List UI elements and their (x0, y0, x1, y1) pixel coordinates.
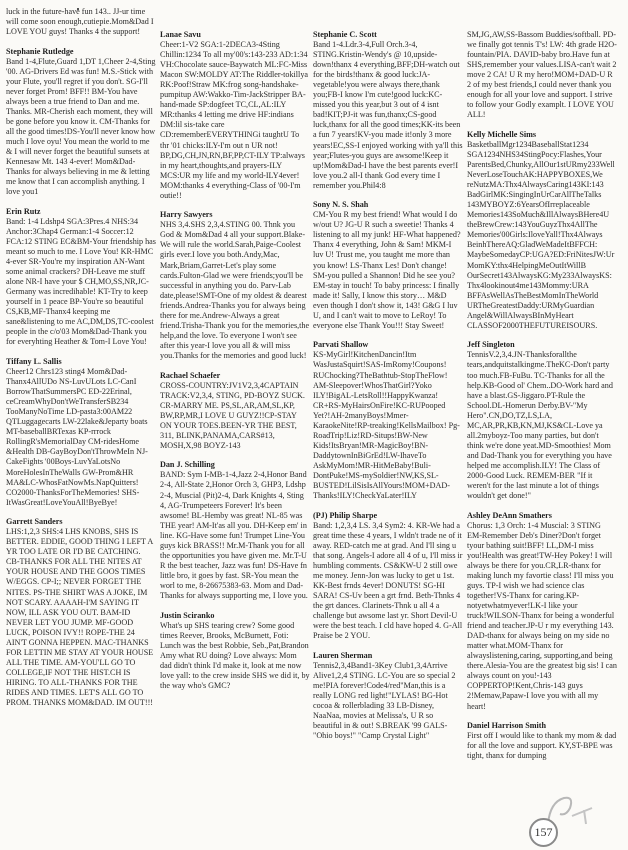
entry-text: Band: 1-4 Ldshp4 SGA:3Pres.4 NHS:34 Anchor:3Chap4 German:1-4 Soccer:12 FCA:12 STING EC&BM-Your friendship has meant so much to me. I Love You! KR-HMC 4-ever SR-You're my inspiration AN-Want some animal crackers? DH-Leave me stuff alone NR-I have your $ CH,MO,SS,NR,JC-Germany was incredihable! KT-Try to keep yourself in 1 peace BP-You're so beautiful CS,KB,MF-Thanx4 keeping me sane&listening to me AC,DM,DS,TC-coolest people in the c/o'03 Mom&Dad-Thank you for everyhting Heather & Tom-I Love You! (6, 216, 156, 347)
entry-name: Garrett Sanders (6, 517, 63, 527)
entry-name: Lanae Savu (160, 30, 201, 39)
entry (313, 340, 463, 501)
entry (467, 340, 617, 501)
column-2 (160, 30, 310, 700)
entry-name: Jeff Singleton (467, 340, 515, 350)
column-1 (6, 7, 156, 718)
entry-name: Dan J. Schilling (160, 460, 215, 470)
entry-text: LHS:1,2,3 SHS:4 LHS KNOBS, SHS IS BETTER. EDDIE, GOOD THING I LEFT A YR TOO LATE OR I'D BE CATCHING. CB-THANKS FOR ALL THE NITES AT YOUR HOUSE AND THE GOOS TIMES W/EGGS. CP-I;; NEVER FORGET THE NITES. PS-THE SHIRT WAS A JOKE, IM NOT SCARY. AAAAH-I'M SAYING IT NOW, ILL ASK YOU OUT. BAM-ID NEVER LET YOU JUMP. MF-GOOD LUCK, POISON IVY!! ROPE-THE 24 AIN'T GONNA HEPPEN. MAC-THANKS FOR LETTIN ME STAY AT YOUR HOUSE ALL THE TIME. AM-YOU'LL GO TO COLLEGE,IF NOT THE HIST.CH IS HIRING. TO ALL-THANKS FOR THE RIDES AND TIMES. LET'S ALL GO TO PROM. THANKS MOM&DAD. IM OUT!!! (6, 527, 154, 708)
entry (467, 30, 617, 120)
entry (6, 47, 156, 198)
entry-text: SM,JG,AW,SS-Bassom Buddies/softball. PD-we finally got tennis T's! LW: 4th grade H2O-fountain/PIA. DAVID-baby bro.Have fun at SHS,remember your values.LISA-can't wait 2 move 2 CA! U R my hero!MOM+DAD-U R 2 of my best friends,I could never thank you enough for all your love and support. I strive to follow your Godly examplt. I LOVE YOU ALL! (467, 30, 617, 120)
entry-text: Cheer:1-V2 SGA:1-2DECA3-4Sting Chillin:1234 To all my'00's:143-233 AD:1:34 VH:Chocolate sauce-Baywatch ML:FC-Miss Macon SW:MOLDY AT:The Riddler-tokillya RK:Poof!Straw MK:frog song-handshake-pumpitup AW:Wakko-Tim-JackStripper BA-hand-made SP:dogfeet TC,CL,AL:ILY MR:thanks 4 letting me drive HF:indians DM:lil sis-take care CD:rememberEVERYTHINGi taughtU To thr '01 chicks:ILY-I'm out n UR not! BP,DG,CH,JN,RN,BF,PP,CT-ILY TP:always in my heart,thoughts,and prayers-ILY MCS:UR my life and my world-ILY4ever! MOM:thanks 4 everything-Class of '00-I'm outie!! (160, 40, 308, 200)
entry (467, 511, 617, 712)
entry-name: Stephanie Rutledge (6, 46, 74, 56)
entry (313, 511, 463, 642)
entry (160, 30, 310, 201)
entry (313, 651, 463, 741)
entry-text: Tennis2,3,4Band1-3Key Club1,3,4Arrive Alive1,2,4 STING. LC-You are so special 2 me!PIA forever!Code4/red"Man,this is a really LONG red light!"LYLAS! BG-Hot cocoa & rollerblading 33 LB-Disney, NaaNaa, movies at Melissa's, U R so beautiful in & out! S.BREAK '99 GALS-"Ohio boys!" "Camp Crystal Light" (313, 660, 456, 741)
entry-name: Lauren Sherman (313, 650, 373, 660)
entry (6, 357, 156, 508)
entry-text: NHS 3,4.SHS 2,3,4.STING 00. Thnk you God & Mom&Dad 4 all your support.Blake-We will rule the world.Sarah,Paige-Coolest girls ever.I love you both.Andy,Mac, Mark,Briam,Garret-Let's play some cards.Fulton-Glad we were friends;you'll be successful in anything you do. Parv-Lab date,please!SMT-One of my oldest & dearest friends.Andrea-Thanks you for always being there for me.Andrew-Always a great friend.Trisha-Thank you for the memories,the help,and the love. To everyone I won't see after this year-I love you all & will miss you.Thanks for the memories and good luck! (160, 220, 310, 360)
entry (6, 517, 156, 708)
entry-text: Cheer12 Chrs123 sting4 Mom&Dad-Thanx4AllUDo NS-LuvULots LC-CanI BorrowThatSummersPC ED-22Erinal, ceCreamWhyDon'tWeTransferSB234 TooManyNoTime LD-pasta3:00AM22 QTLuggagecarts LW-22lake&Jeparty boats MT-baseballBRTexas KP-rrrock RollingR'sMemorialDay CM-ridesHome &Health DB-GayBoyDon'tThrowMeIn NJ-CakeFights '00Boys-LuvYaLotsNo MoreHolesInTheWalls GW-Prom&HR MA&LC-WhosFatNowMs.NapQuitters! CO2000-ThanksForTheMemories! SHS-ItWasGreat!LoveYouAll!ByeBye! (6, 367, 148, 507)
entry-name: (PJ) Philip Sharpe (313, 510, 378, 520)
entry-name: Erin Rutz (6, 206, 41, 216)
entry-text: Band 1-4.Ldr.3-4,Full Orch.3-4, STING.Kristin-Wendy's @ 10,upside-down!thanx 4 everything,BFF;DH-watch out for the birds!thanx & good luck:JA-vegetable!you were always there,thank you;FB-I know I'm cute!good luck:KC-missed you this year,but 3 out of 4 isnt bad!KIT;PJ-it was fun,thanx;CS-good luck,thanx for all the good times;KK-its been a fun 7 years!KV-you made it!only 3 more years!EC,SS-I enjoyed working with ya'll this year;Flutes-you guys are awsome!Keep it up!Mom&Dad-I have the best parents ever!I love you.2 all-I thank God every time I remember you.Phil4:8 (313, 40, 463, 190)
entry-text: KS-MyGirl!KitchenDancin!Itm WasJustaSquirt!SAS-ImRomy!Coupons! RUChocking?TheBathtub-StopTheFlow! AM-Sleepover!WhosThatGirl?Yoko ILY!BigAL-LetsRoll!!HappyKwanza! CR+RS-MyHairsOnFire!KC-RUPooped Yet?!AH-2manyBoys!Mmer-KaraokeNite!RP-treaking!KellsMailbox! Pg-RoadTrip!Liz!RD-Situps!BW-New Kids!ItsBryan!MR-MagicBoy!BN-DaddytownInBiGrEd!LW-IhaveTo AskMyMom!MR-HitMeBaby!Buli-DontPuke!MS-mySoldier!NW,KS,SL-BUSTED!LilSisIsAllYours!MOM+DAD-Thanks!ILY!CheckYaLater!ILY (313, 350, 460, 501)
entry (6, 207, 156, 348)
entry-text: Chorus: 1,3 Orch: 1-4 Muscial: 3 STING EM-Remember Deb's Diner?Don't forget tyour bathing suit!BFF! LL,DM-I miss you!Health was great!TW-Hey Pokey! I will always be there for you.CR,LR-thanx for making lunch my favortie class! I'll miss you guys. TP-I wish we had science clas together!VS-Thanx for caring.KP-notyetwhatmyever!LK-I like your truck!WILSON-Thanx for being a wonderful friend and teacher.JP-U r my everything 143. DAD-thanx for always being on my side no matter what.MOM-Thanx for alwayslistening,caring, supporting,and being there.Alesia-You are the greatest big sis! I can always count on you!-143 COPPERTOP!Kent,Chris-143 guys 2!Memaw,Papaw-I love you with all my heart! (467, 520, 617, 711)
entry-name: Justin Sciranko (160, 610, 215, 620)
entry-name: Parvati Shallow (313, 340, 369, 350)
entry-name: Kelly Michelle Sims (467, 129, 537, 139)
entry (313, 30, 463, 191)
entry-name: Harry Sawyers (160, 210, 213, 220)
entry (160, 371, 310, 451)
entry (313, 200, 463, 331)
entry-text: First off I would like to thank my mom & dad for all the love and support. KY,ST-BPE was tight, thanx for dumping (467, 731, 617, 761)
entry-name: Sony N. S. Shah (313, 200, 369, 210)
entry (6, 7, 156, 37)
entry-text: CM-You R my best friend! What would I do w/out U? JG-U R such a sweetie! Thanks 4 listening to all my junk! HF-What happened? Thanx 4 everything, John & Sam! MKM-I luv U! Trust me, you taught me more than you know! LS-Thanx Les! Don't change! SM-you pulled a Shannon! Did he see you? EM-stay in touch! To baby princess: I finally made it! Sally, I know this story… M&D even though I don't show it, 143! G&G I luv U, and I can't wait to move to LeRoy! To everyone else Thank You!!! Stay Sweet! (313, 210, 461, 330)
entry-text: BasketballMgr1234BaseballStat1234 SGA1234NHS34StingPocy:Flashes,Your ParentsBed,Chunky,AllOur1stURmy233Well NeverLoseTouchAK:HAPPYBOXES,We reNutzMA:Thx4AlwaysCaring143KI:143 BadGirlMK:SingingInUrCarAllTheTalks 143MYBOYZ:6YearsOfIrreplaceable Memories143SoMuch&IllAlwaysBHere4U theBrewCrew:143YouGuyzThx4AllThe Memories'00Girls:IloveYall!Thx4Always BeinhThereAQ:GladWeMadeItBFFCH: MaybeSomedayCP:UGA?ED:FriNitesJW:Ur MomKY:thx4HelpingMeOutItWillB OurSecret143AlwaysKG:My233AlwaysKS: Thx4lookinout4me143Mommy:URA BFFAsWellAsTheBestMomInTheWorld URTheGreatestDaddy:URMyGuardian Angel&WillAlwaysBInMyHeart CLASSOF2000THEFUTUREISOURS. (467, 139, 615, 330)
entry (467, 130, 617, 331)
page-number: 157 (529, 818, 558, 847)
entry-text: TennisV.2,3,4.JN-Thanksforallthe tears,andquitstalkingme.TheKC-Don't party too much.FB-FuBu. TC-Thanks for all the help.KB-Good ol' Chem..DO-Work hard and have a blast.GS-Jiggaro.PT-Rule the School.DL-Homerun Derby.BV-"My Hero".CN,DO,TZ,LS,LA, MC,AR,PR,KB,KN,MJ,KS&CL-Love ya all.2myboyz-Too many parties, but don't think we're done yeat.MD-Smoothies! Mom and Dad-Thank you for everything you have helped me accomplish.ILY! The Class of 2000-Good Luck. REMEM-BER "If it weren't for the last minute a lot of things wouldn't get done!" (467, 350, 613, 501)
entry (160, 210, 310, 361)
entry-text: Band: 1,2,3,4 LS. 3,4 Sym2: 4. KR-We had a great time these 4 years, I wldn't trade ne of it away. RED-catch me at grad. And I'll sing u that song. Angels-I adore all 4 of u, I'll miss ir humbling comments. CS&KW-U 2 still owe me money. Jenn-Jon was lucky to get u 1st. KK-Best frnds 4ever! DONUTS! SG-HI SARA! CS-Uv been a grt frnd. Beth-Thnks 4 the grt dances. Clarinets-Thnk u all 4 a challenge but awsome last yr. Short Devil-U were the best teach. I cld have hoped 4. G-All Praise be 2 YOU. (313, 520, 463, 641)
entry-text: What's up SHS tearing crew? Some good times Reever, Brooks, McBurnett, Foti: Lunch was the best Robbie, Seb.,Pat,Brandon Amy what RU doing? Love always: Mom dad didn't think I'd make it, look at me now love yall: to the crew inside SHS we did it, by the way who's GMC? (160, 620, 310, 690)
entry-name: Stephanie C. Scott (313, 30, 377, 39)
entry-name: Ashley DeAnn Smathers (467, 510, 552, 520)
entry-text: Band 1-4,Flute,Guard 1,DT 1,Cheer 2-4,Sting '00. AG-Drivers Ed was fun! M.S.-Stick with your Flute, you'll regret if you don't. SG-I'll never forget Prom! BFF!! BM-You have always been a true friend to Dan and me. Thanks. MR-Cherish each moment, they will be gone before you know it. CM-Thanks for all the good times!DS-You'll never know how much I love oyu! You mean the world to me & I will never forget the beautiful sunsets at Kennesaw Mt. 143 4-ever! Mom&Dad-Thanks for always believing in me & letting me know that I can accomplish anything. I love you1 (6, 56, 156, 197)
entry-name: Daniel Harrison Smith (467, 721, 546, 731)
entry-name: Rachael Schaefer (160, 370, 221, 380)
entry-text: luck in the future-have fun 143.. JJ-ur time will come soon enough,cutiepie.Mom&Dad I LOVE YOU guys! Thanks 4 the support! (6, 7, 154, 37)
entry-name: Tiffany L. Sallis (6, 357, 62, 366)
column-4 (467, 30, 617, 771)
entry-text: CROSS-COUNTRY:JV1V2,3,4CAPTAIN TRACK:V2,3,4, STING, PD-BOYZ SUCK. CR-MARRY ME. PS,SL,AR,AM,SL,KP, BW,RP,MR,I LOVE U GUYZ!!CP-STAY ON YOUR TOES.BEEN-YR THE BEST, 311, BLINK,PANAMA,CARS#13, MOSH,X,98 BOYZ-143 (160, 380, 305, 450)
entry-text: BAND: Sym I-MB-1-4,Jazz 2-4,Honor Band 2-4, All-State 2,Honor Orch 3, GHP3, Ldshp 2-4, Muscial (Pit)2-4, Dark Knights 4, Sting 4, AG-Trumpeteers Forever! It's been awsome! BL-Hemby was great! NL-85 was THE year! AM-It'as all you. DH-Keep em' in line. KG-Have some fun! Trumpet Line-You guys kick BRASS!! Mr.M-Thank you for all the opportunities you have given me. Mr.T-U R the best teacher, Jazz was fun! DS-Have fn little bro, it goes by fast. SR-You mean the worl to me, 8-26675383-63. Mom and Dad-Thanks for always supporting me, I love you. (160, 470, 308, 600)
entry (467, 721, 617, 761)
column-3 (313, 30, 463, 751)
entry (160, 611, 310, 691)
entry (160, 460, 310, 601)
